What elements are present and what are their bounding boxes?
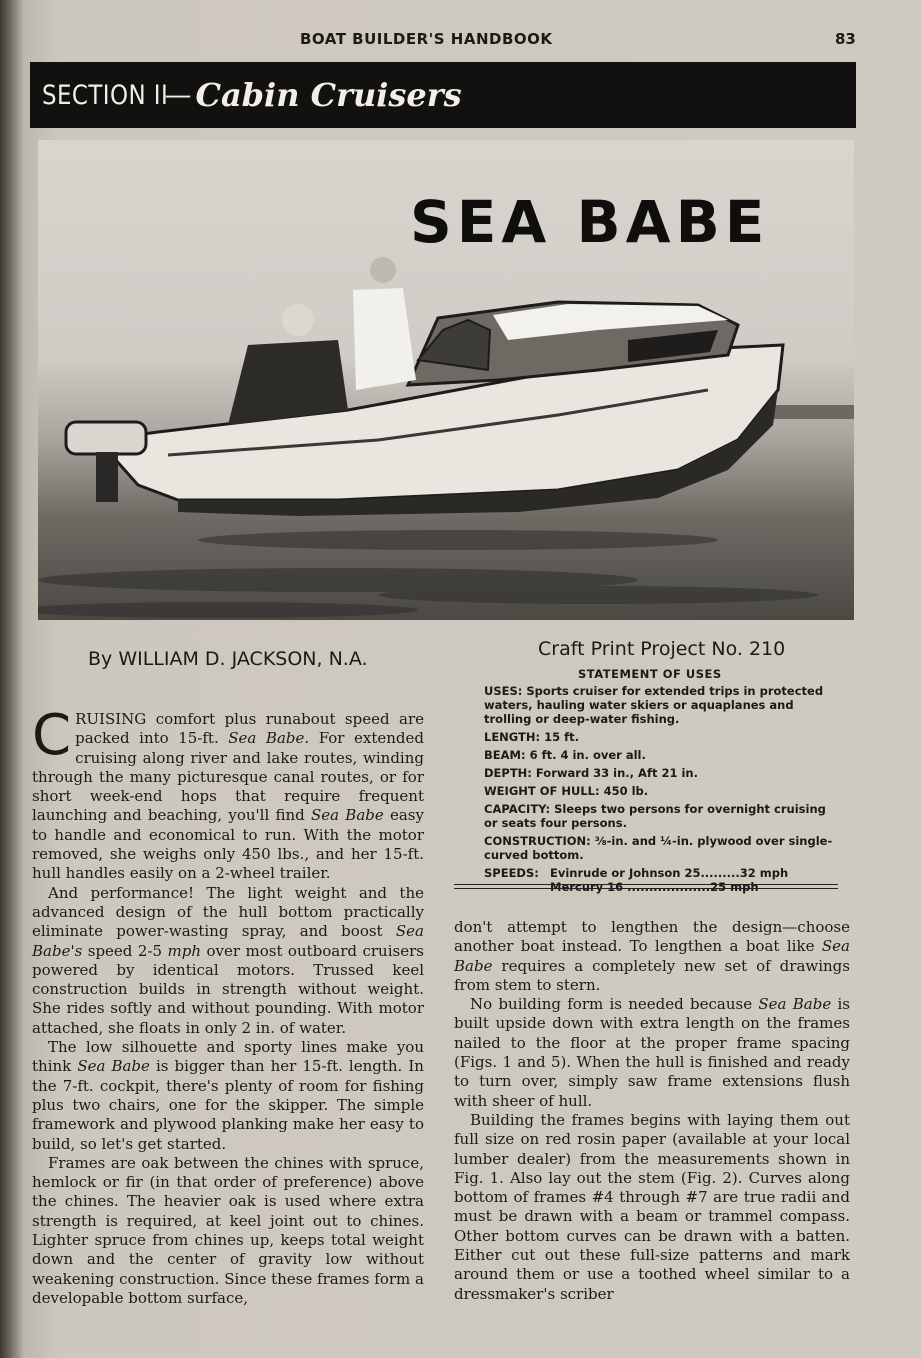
section-label: SECTION II [42, 79, 169, 111]
person-hat [282, 304, 314, 336]
text-run: requires a completely new set of drawings from stem to stern. [454, 956, 850, 994]
spec-uses [484, 684, 836, 726]
paragraph [32, 703, 424, 884]
spec-value: 6 ft. 4 in. over all. [529, 748, 646, 762]
motor-shaft [96, 452, 118, 502]
spec-key: DEPTH: [484, 766, 532, 780]
speed-line-1: Evinrude or Johnson 25.........32 mph [550, 866, 789, 880]
text-run: easy to handle and economical to run. With the motor removed, she weighs only 450 lbs., and her 15-ft. hull handles easily on a 2-wheel trailer. [32, 806, 424, 883]
section-title: Cabin Cruisers [195, 76, 462, 114]
spec-key: CONSTRUCTION: [484, 834, 591, 848]
speed-line-2: Mercury 16 ...................25 mph [550, 880, 759, 894]
text-run: don't attempt to lengthen the design—choose another boat instead. To lengthen a boat like [454, 918, 850, 956]
boat-name-title: SEA BABE [410, 188, 770, 256]
spec-key: SPEEDS: [484, 866, 539, 880]
water-ripples [38, 530, 818, 618]
spec-value: Sports cruiser for extended trips in protected waters, hauling water skiers or aquaplanes and trolling or deep-water fishing. [484, 684, 824, 726]
spec-construction [484, 834, 836, 862]
text-run: RUISING comfort plus runabout speed are packed into 15-ft. [75, 710, 424, 748]
byline: By WILLIAM D. JACKSON, N.A. [88, 648, 368, 670]
divider-rule [454, 884, 838, 885]
spec-key: USES: [484, 684, 523, 698]
spec-beam [484, 748, 836, 762]
statement-heading: STATEMENT OF USES [578, 667, 722, 681]
spec-key: WEIGHT OF HULL: [484, 784, 600, 798]
spec-key: BEAM: [484, 748, 526, 762]
text-run: The low silhouette and sporty lines make you think [32, 1038, 424, 1076]
person-shirt [353, 288, 416, 390]
spec-speeds [484, 866, 836, 894]
boat-name: Sea Babe [77, 1057, 150, 1076]
spec-key: CAPACITY: [484, 802, 551, 816]
article-left-column [32, 703, 424, 1308]
divider-rule [454, 888, 838, 889]
spec-value: ⅜-in. and ¼-in. plywood over single-curved bottom. [484, 834, 833, 862]
spec-list [484, 684, 836, 898]
spec-capacity [484, 802, 836, 830]
spec-depth [484, 766, 836, 780]
boat-name: Sea Babe [454, 937, 850, 975]
boat-name: Sea Babe [758, 995, 832, 1014]
boat-name: Sea Babe's [32, 922, 424, 960]
project-title: Craft Print Project No. 210 [538, 638, 786, 660]
paragraph [32, 1038, 424, 1154]
boat-name: Sea Babe [310, 806, 384, 825]
spec-key: LENGTH: [484, 730, 541, 744]
page-number: 83 [835, 30, 856, 48]
paragraph [454, 918, 850, 995]
text-run: is built upside down with extra length on the frames nailed to the floor at the proper frame spacing (Figs. 1 and 5). When the hull is finished and ready to turn over, simply saw frame extensions flush with sheer of hull. [454, 995, 850, 1110]
paragraph: Frames are oak between the chines with spruce, hemlock or fir (in that order of preference) above the chines. The heavier oak is used where extra strength is required, at keel joint out to chines. Lighter spruce from chines up, keeps total weight down and the center of gravity low without weakening construction. Since these frames form a developable bottom surface, [32, 1153, 424, 1307]
person-head [370, 257, 396, 283]
section-banner [30, 62, 856, 128]
paragraph [32, 884, 424, 1038]
unit: mph [167, 941, 201, 960]
article-right-column [454, 918, 850, 1304]
boat-name: Sea Babe. [228, 729, 310, 748]
text-run: is bigger than her 15-ft. length. In the 7-ft. cockpit, there's plenty of room for fishing plus two chairs, one for the skipper. The simple framework and plywood planking make her easy to build, so let's get started. [32, 1057, 424, 1153]
text-run: For extended cruising along river and lake routes, winding through the many picturesque canal routes, or for short week-end hops that require frequent launching and beaching, you'll find [32, 729, 424, 825]
spec-value: Sleeps two persons for overnight cruising or seats four persons. [484, 802, 826, 830]
text-run: No building form is needed because [470, 995, 753, 1014]
section-dash: — [164, 79, 192, 111]
spec-value: Forward 33 in., Aft 21 in. [535, 766, 698, 780]
running-head: BOAT BUILDER'S HANDBOOK [300, 30, 553, 48]
person-jacket [228, 340, 348, 425]
paragraph [454, 995, 850, 1111]
paragraph: Building the frames begins with laying them out full size on red rosin paper (available at your local lumber dealer) from the measurements shown in Fig. 1. Also lay out the stem (Fig. 2). Curves along bottom of frames #4 through #7 are true radii and must be drawn with a beam or trammel compass. Other bottom curves can be drawn with a batten. Either cut out these full-size patterns and mark around them or use a toothed wheel similar to a dressmaker's scriber [454, 1110, 850, 1303]
text-run: over most outboard cruisers powered by identical motors. Trussed keel construction builds in strength without weight. She rides softly and without pounding. With motor attached, she floats in only 2 in. of water. [32, 941, 424, 1037]
spec-length [484, 730, 836, 744]
outboard-motor [66, 422, 146, 454]
drop-cap: C [32, 703, 72, 768]
spec-value: 15 ft. [544, 730, 580, 744]
text-run: And performance! The light weight and the advanced design of the hull bottom practically eliminate power-wasting spray, and boost [32, 883, 424, 941]
spec-value: 450 lb. [603, 784, 649, 798]
text-run: speed 2-5 [87, 941, 163, 960]
spec-weight [484, 784, 836, 798]
